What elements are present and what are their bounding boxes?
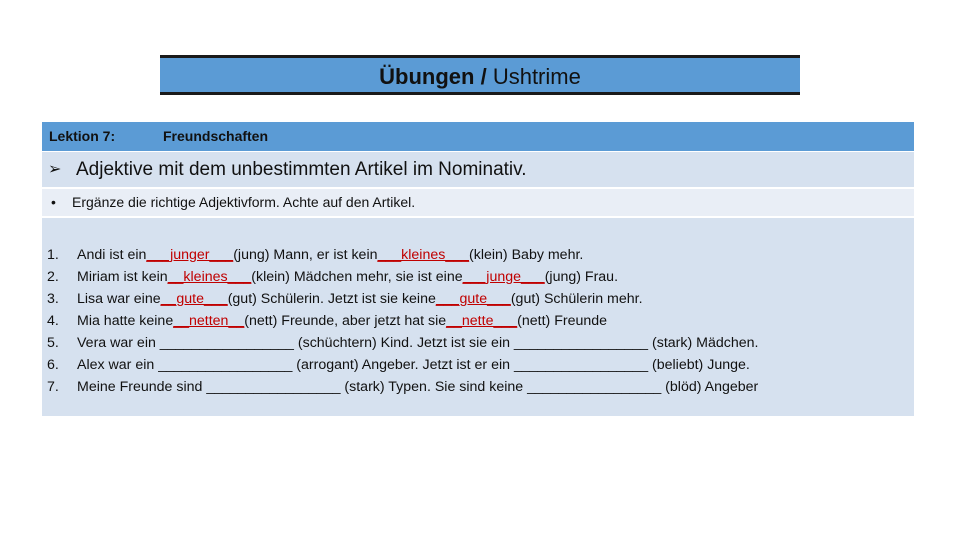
sentence-text: Vera war ein _________________ (schüchtern) Kind. Jetzt ist sie ein _________________ (stark) Mädchen. bbox=[77, 335, 759, 351]
bullet-icon: • bbox=[51, 194, 56, 210]
arrow-bullet-icon: ➢ bbox=[48, 161, 62, 178]
sentence-text: Meine Freunde sind _________________ (stark) Typen. Sie sind keine _________________ (blöd) Angeber bbox=[77, 379, 759, 395]
exercise-number: 6. bbox=[47, 357, 59, 373]
instruction-row bbox=[42, 189, 914, 216]
sentence-text: Miriam ist kein bbox=[77, 269, 168, 285]
exercise-number: 4. bbox=[47, 313, 59, 329]
instruction-text: Ergänze die richtige Adjektivform. Achte auf den Artikel. bbox=[72, 194, 416, 210]
sentence-text: (nett) Freunde, aber jetzt hat sie bbox=[244, 313, 447, 329]
sentence-text: (jung) Mann, er ist kein bbox=[233, 247, 378, 263]
title-bold: Übungen / bbox=[379, 64, 487, 89]
exercise-sentence bbox=[77, 354, 750, 376]
exercise-item bbox=[42, 354, 914, 376]
answer-blank: __nette___ bbox=[446, 313, 518, 329]
exercise-number: 5. bbox=[47, 335, 59, 351]
exercise-item bbox=[42, 266, 914, 288]
section-heading-text: Adjektive mit dem unbestimmten Artikel im Nominativ. bbox=[76, 159, 527, 180]
lesson-topic: Freundschaften bbox=[163, 128, 269, 144]
sentence-text: Lisa war eine bbox=[77, 291, 161, 307]
answer-blank: __netten__ bbox=[173, 313, 245, 329]
exercise-number: 2. bbox=[47, 269, 59, 285]
lesson-bar bbox=[42, 122, 914, 151]
answer-blank: ___gute___ bbox=[435, 291, 511, 307]
sentence-text: Andi ist ein bbox=[77, 247, 147, 263]
sentence-text: Mia hatte keine bbox=[77, 313, 174, 329]
exercise-sentence bbox=[77, 244, 583, 266]
sentence-text: (klein) Mädchen mehr, sie ist eine bbox=[251, 269, 463, 285]
exercise-sentence bbox=[77, 266, 618, 288]
exercise-number: 1. bbox=[47, 247, 59, 263]
sentence-text: (gut) Schülerin. Jetzt ist sie keine bbox=[227, 291, 436, 307]
title-bar bbox=[160, 55, 800, 95]
answer-blank: __kleines___ bbox=[167, 269, 252, 285]
exercise-box bbox=[42, 218, 914, 416]
exercise-sentence bbox=[77, 288, 643, 310]
exercise-list bbox=[42, 244, 914, 398]
sentence-text: (nett) Freunde bbox=[517, 313, 608, 329]
exercise-number: 3. bbox=[47, 291, 59, 307]
section-heading bbox=[42, 152, 914, 187]
exercise-item bbox=[42, 376, 914, 398]
exercise-sentence bbox=[77, 310, 607, 332]
sentence-text: (jung) Frau. bbox=[544, 269, 619, 285]
exercise-sentence bbox=[77, 376, 758, 398]
sentence-text: (gut) Schülerin mehr. bbox=[510, 291, 643, 307]
exercise-number: 7. bbox=[47, 379, 59, 395]
answer-blank: __gute___ bbox=[160, 291, 228, 307]
exercise-item bbox=[42, 244, 914, 266]
sentence-text: Alex war ein _________________ (arrogant) Angeber. Jetzt ist er ein _________________ (beliebt) Junge. bbox=[77, 357, 750, 373]
exercise-item bbox=[42, 332, 914, 354]
lesson-label: Lektion 7: bbox=[49, 128, 116, 144]
exercise-item bbox=[42, 310, 914, 332]
answer-blank: ___kleines___ bbox=[377, 247, 470, 263]
exercise-sentence bbox=[77, 332, 758, 354]
answer-blank: ___junge___ bbox=[462, 269, 545, 285]
exercise-item bbox=[42, 288, 914, 310]
title-normal: Ushtrime bbox=[486, 64, 581, 89]
answer-blank: ___junger___ bbox=[146, 247, 234, 263]
sentence-text: (klein) Baby mehr. bbox=[469, 247, 584, 263]
